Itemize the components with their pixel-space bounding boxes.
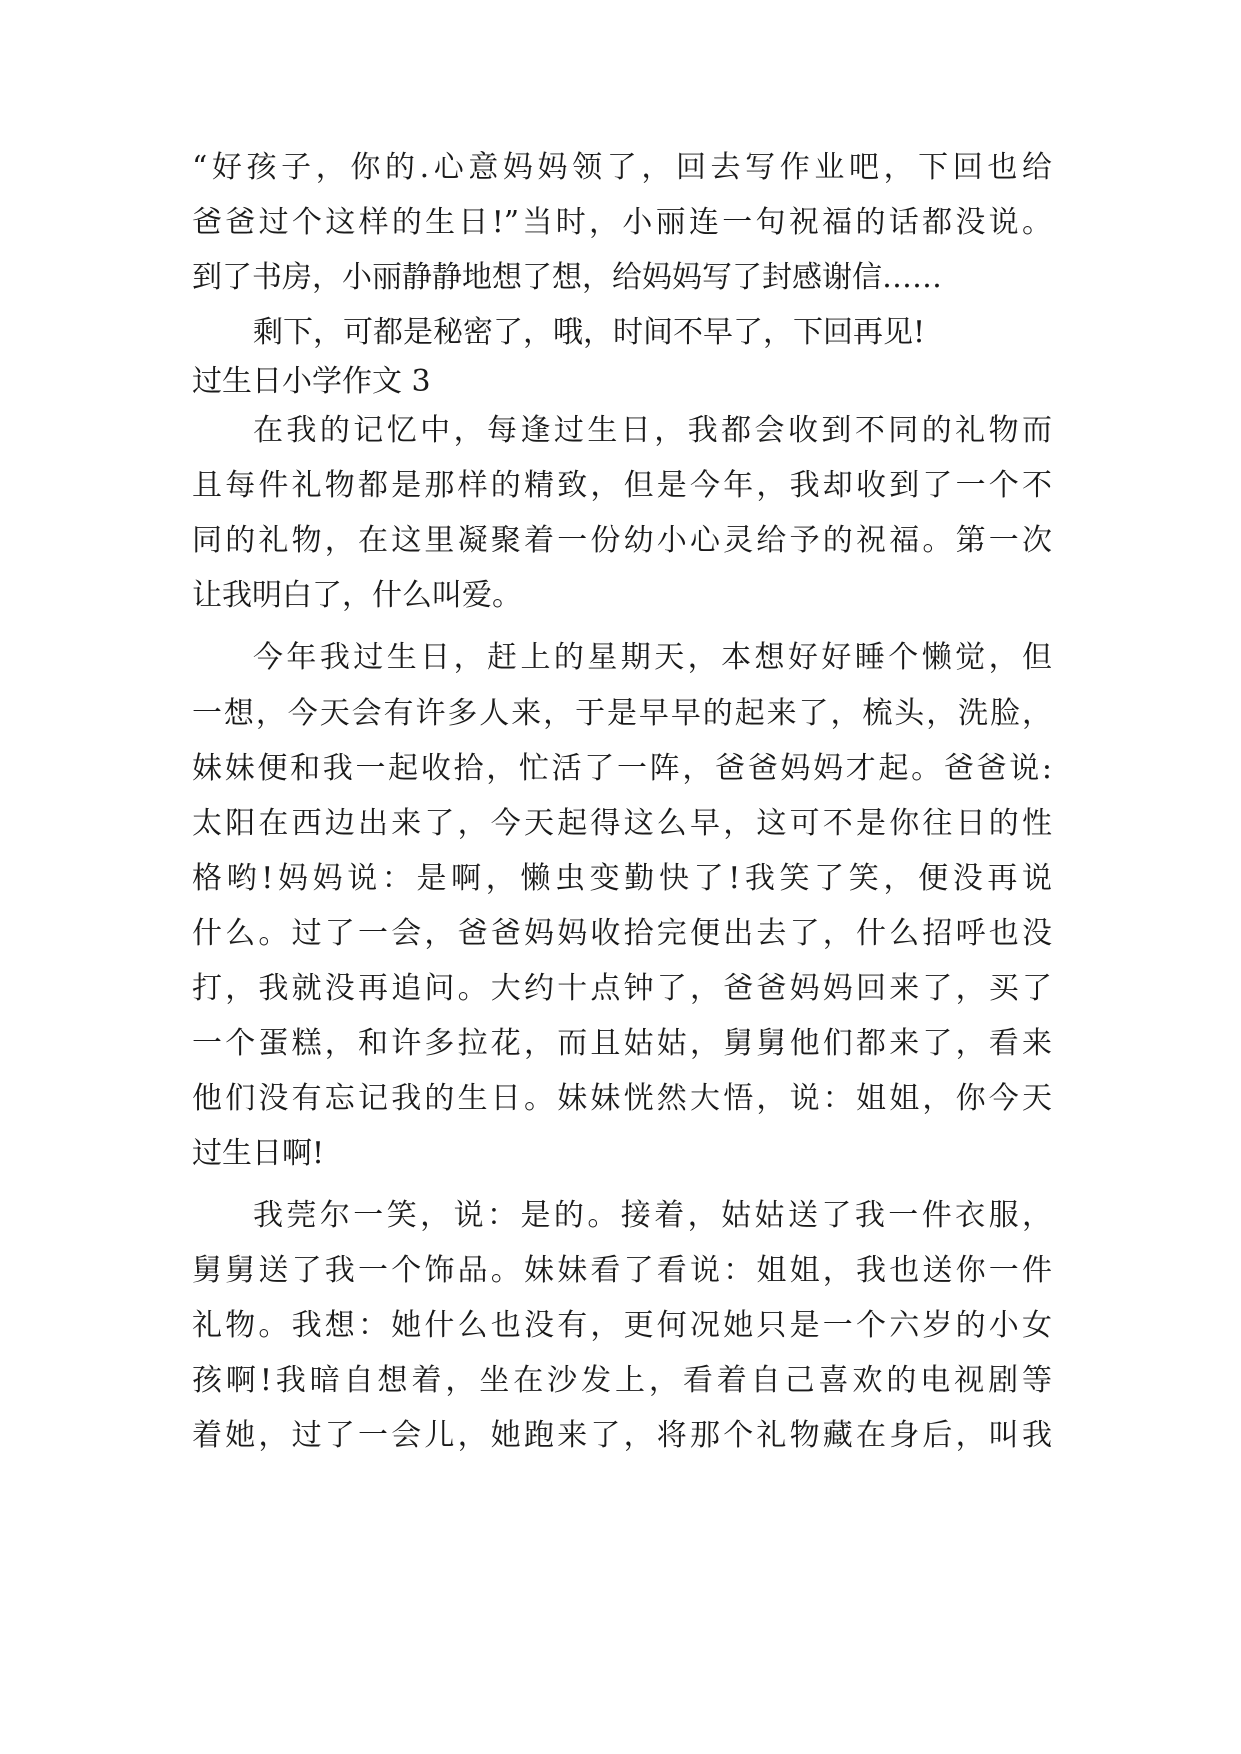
text-line: 孩啊!我暗自想着，坐在沙发上，看着自己喜欢的电视剧等 <box>192 1363 1052 1398</box>
text-line: 妹妹便和我一起收拾，忙活了一阵，爸爸妈妈才起。爸爸说: <box>192 751 1052 786</box>
text-line: 礼物。我想：她什么也没有，更何况她只是一个六岁的小女 <box>192 1308 1052 1343</box>
text-line: 太阳在西边出来了，今天起得这么早，这可不是你往日的性 <box>192 806 1052 841</box>
section-heading: 过生日小学作文 3 <box>192 364 431 399</box>
text-line: 爸爸过个这样的生日!”当时，小丽连一句祝福的话都没说。 <box>192 205 1052 240</box>
text-line: 同的礼物，在这里凝聚着一份幼小心灵给予的祝福。第一次 <box>192 523 1052 558</box>
text-line: 一个蛋糕，和许多拉花，而且姑姑，舅舅他们都来了，看来 <box>192 1026 1052 1061</box>
text-line: 什么。过了一会，爸爸妈妈收拾完便出去了，什么招呼也没 <box>192 916 1052 951</box>
text-line: 他们没有忘记我的生日。妹妹恍然大悟，说：姐姐，你今天 <box>192 1081 1052 1116</box>
text-line: 让我明白了，什么叫爱。 <box>192 578 522 613</box>
text-line: 过生日啊! <box>192 1136 325 1171</box>
text-line: 我莞尔一笑，说：是的。接着，姑姑送了我一件衣服， <box>253 1198 1052 1233</box>
text-line: 剩下，可都是秘密了，哦，时间不早了，下回再见! <box>253 315 926 350</box>
text-line: 在我的记忆中，每逢过生日，我都会收到不同的礼物而 <box>253 413 1052 448</box>
text-line: 格哟!妈妈说：是啊，懒虫变勤快了!我笑了笑，便没再说 <box>192 861 1052 896</box>
text-line: 舅舅送了我一个饰品。妹妹看了看说：姐姐，我也送你一件 <box>192 1253 1052 1288</box>
text-line: 打，我就没再追问。大约十点钟了，爸爸妈妈回来了，买了 <box>192 971 1052 1006</box>
text-line: 且每件礼物都是那样的精致，但是今年，我却收到了一个不 <box>192 468 1052 503</box>
text-line: 到了书房，小丽静静地想了想，给妈妈写了封感谢信…… <box>192 260 942 295</box>
text-line: 今年我过生日，赶上的星期天，本想好好睡个懒觉，但 <box>253 640 1052 675</box>
text-line: 着她，过了一会儿，她跑来了，将那个礼物藏在身后，叫我 <box>192 1418 1052 1453</box>
text-line: “好孩子，你的.心意妈妈领了，回去写作业吧，下回也给 <box>192 150 1052 185</box>
text-line: 一想，今天会有许多人来，于是早早的起来了，梳头，洗脸， <box>192 696 1052 731</box>
